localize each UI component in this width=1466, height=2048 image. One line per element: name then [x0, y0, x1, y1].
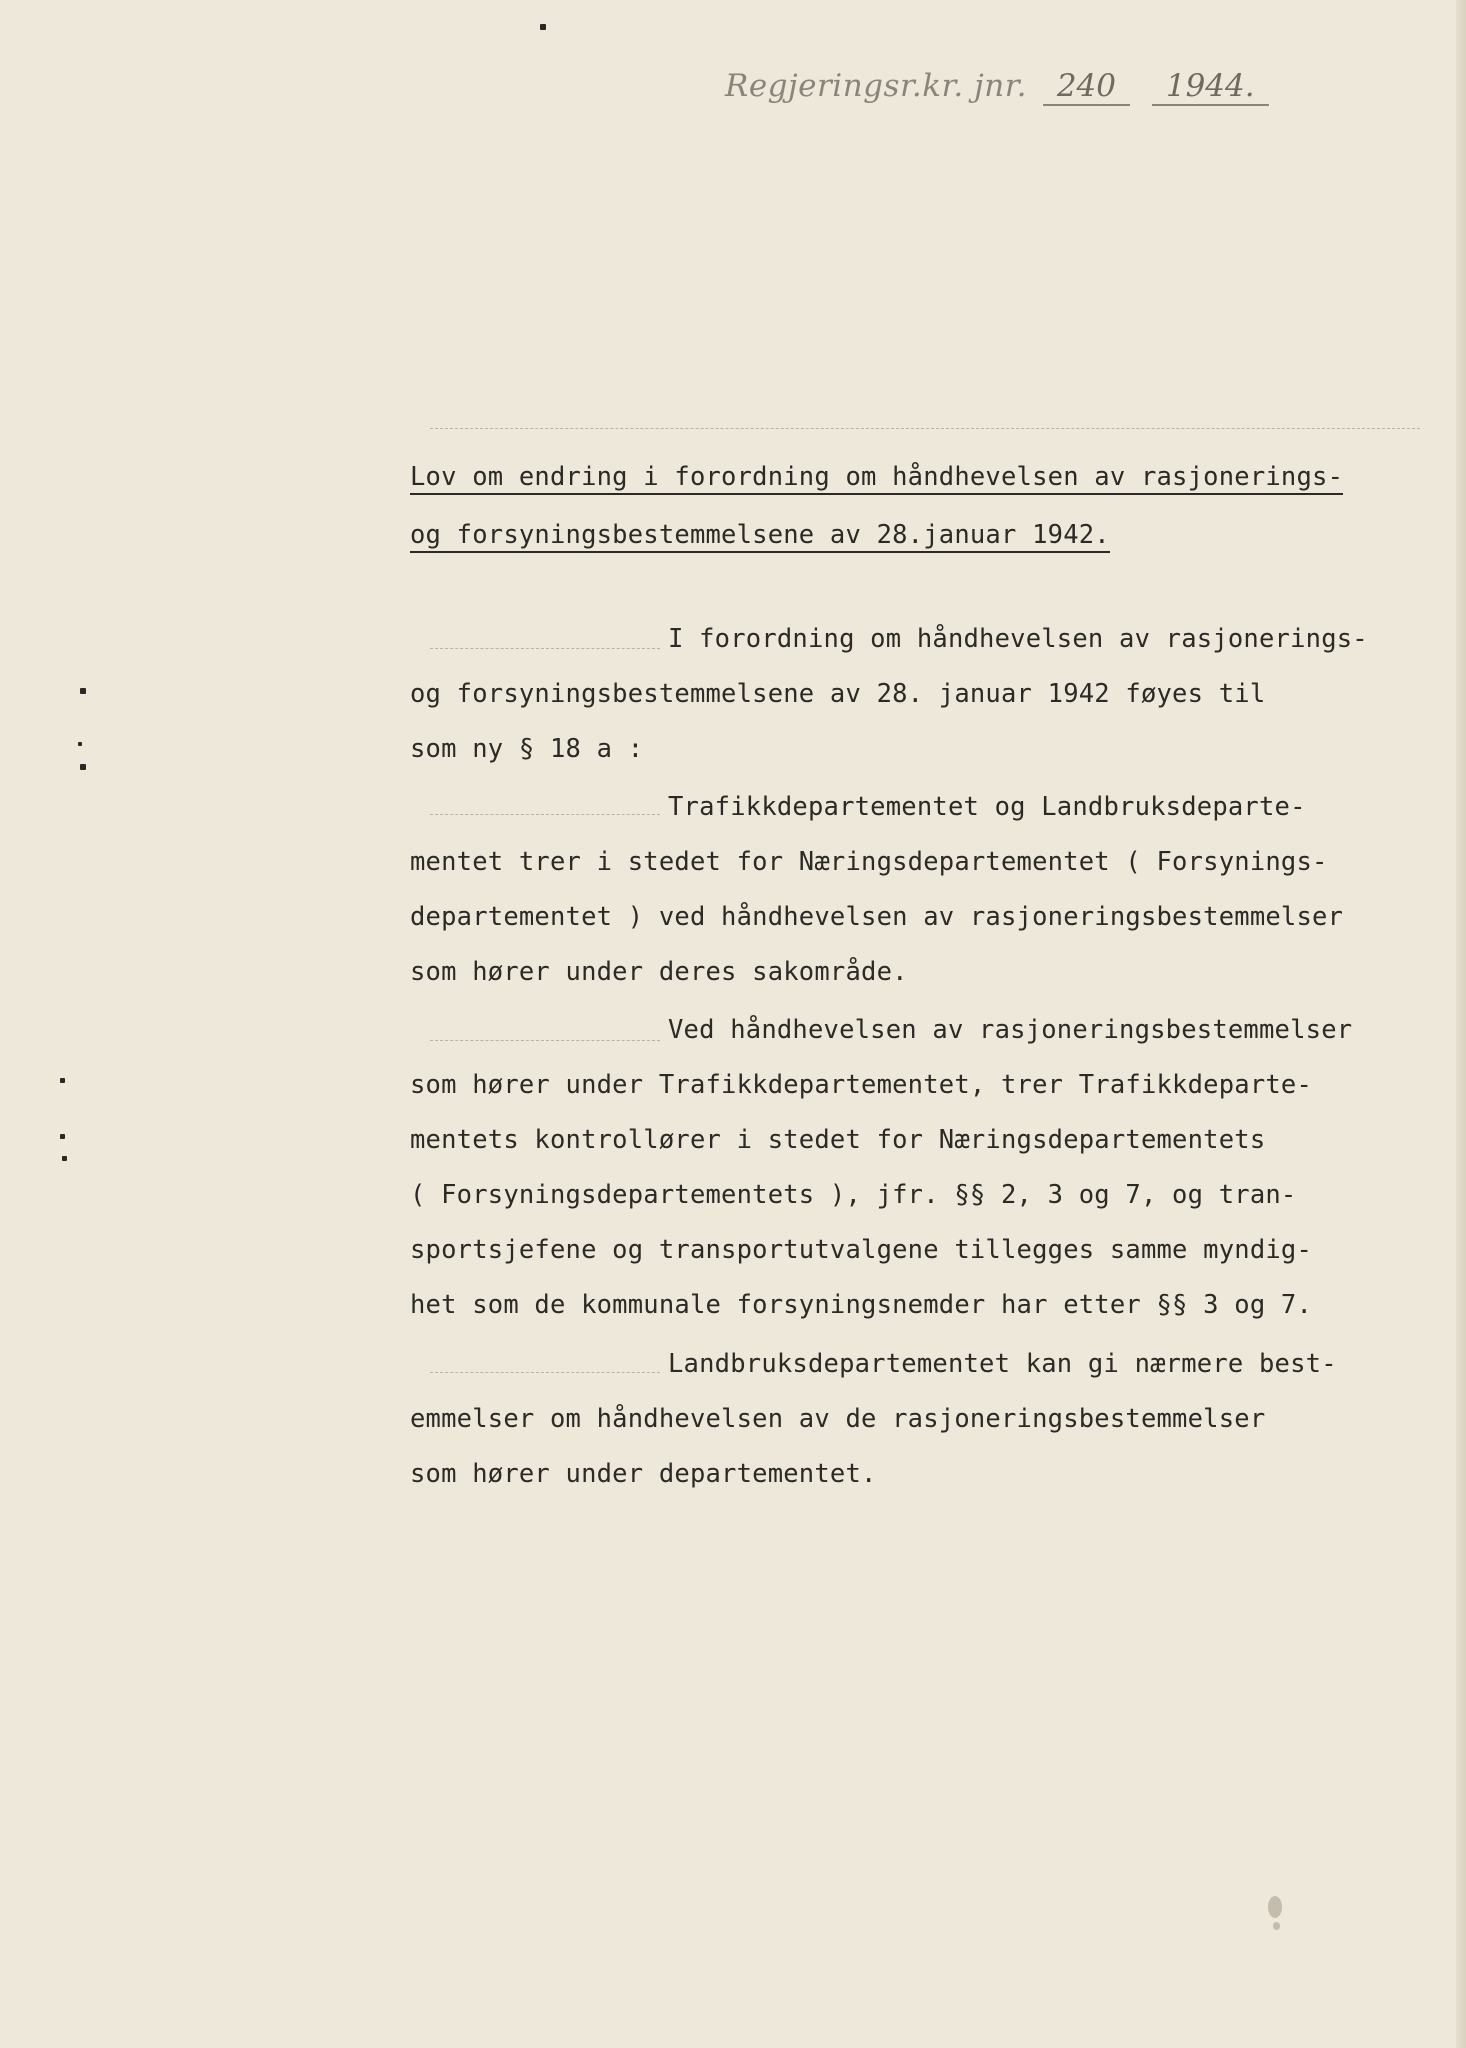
margin-mark	[80, 688, 86, 694]
paragraph-line: ( Forsyningsdepartementets ), jfr. §§ 2, 3 og 7, og tran-	[410, 1180, 1297, 1210]
registry-note	[725, 68, 1275, 106]
paragraph-3	[410, 1003, 1352, 1333]
registry-number: 240	[1043, 68, 1130, 106]
document-title	[410, 448, 1343, 564]
paragraph-line: som hører under Trafikkdepartementet, trer Trafikkdeparte-	[410, 1070, 1313, 1100]
title-line-2: og forsyningsbestemmelsene av 28.januar 1942.	[410, 519, 1110, 553]
paragraph-line: departementet ) ved håndhevelsen av rasjoneringsbestemmelser	[410, 902, 1344, 932]
paragraph-line: mentet trer i stedet for Næringsdepartementet ( Forsynings-	[410, 847, 1328, 877]
paper-stain	[1273, 1922, 1280, 1930]
margin-mark	[60, 1078, 65, 1083]
paragraph-2	[410, 780, 1343, 1000]
registry-year: 1944.	[1152, 68, 1269, 106]
margin-mark	[60, 1134, 65, 1139]
faint-carbon-line	[430, 428, 1420, 429]
margin-mark	[78, 742, 82, 746]
paragraph-line: sportsjefene og transportutvalgene tillegges samme myndig-	[410, 1235, 1313, 1265]
paragraph-line: mentets kontrollører i stedet for Næringsdepartementets	[410, 1125, 1266, 1155]
paragraph-line: I forordning om håndhevelsen av rasjonerings-	[668, 624, 1368, 654]
paragraph-line: Trafikkdepartementet og Landbruksdeparte-	[668, 792, 1306, 822]
registry-label: Regjeringsr.kr. jnr.	[725, 68, 1027, 104]
punch-mark	[540, 24, 546, 30]
page-edge-shadow	[1456, 0, 1466, 2048]
paragraph-line: Ved håndhevelsen av rasjoneringsbestemmelser	[668, 1015, 1353, 1045]
paragraph-line: og forsyningsbestemmelsene av 28. januar 1942 føyes til	[410, 679, 1266, 709]
paragraph-line: emmelser om håndhevelsen av de rasjoneringsbestemmelser	[410, 1404, 1266, 1434]
paragraph-4	[410, 1337, 1337, 1502]
margin-mark	[62, 1156, 67, 1161]
paper-stain	[1268, 1896, 1282, 1918]
paragraph-line: Landbruksdepartementet kan gi nærmere best-	[668, 1349, 1337, 1379]
paragraph-line: som ny § 18 a :	[410, 734, 644, 764]
paragraph-line: som hører under deres sakområde.	[410, 957, 908, 987]
paragraph-line: som hører under departementet.	[410, 1459, 877, 1489]
margin-mark	[80, 764, 86, 770]
title-line-1: Lov om endring i forordning om håndhevelsen av rasjonerings-	[410, 461, 1343, 495]
paragraph-line: het som de kommunale forsyningsnemder har etter §§ 3 og 7.	[410, 1290, 1313, 1320]
paragraph-1	[410, 612, 1368, 777]
